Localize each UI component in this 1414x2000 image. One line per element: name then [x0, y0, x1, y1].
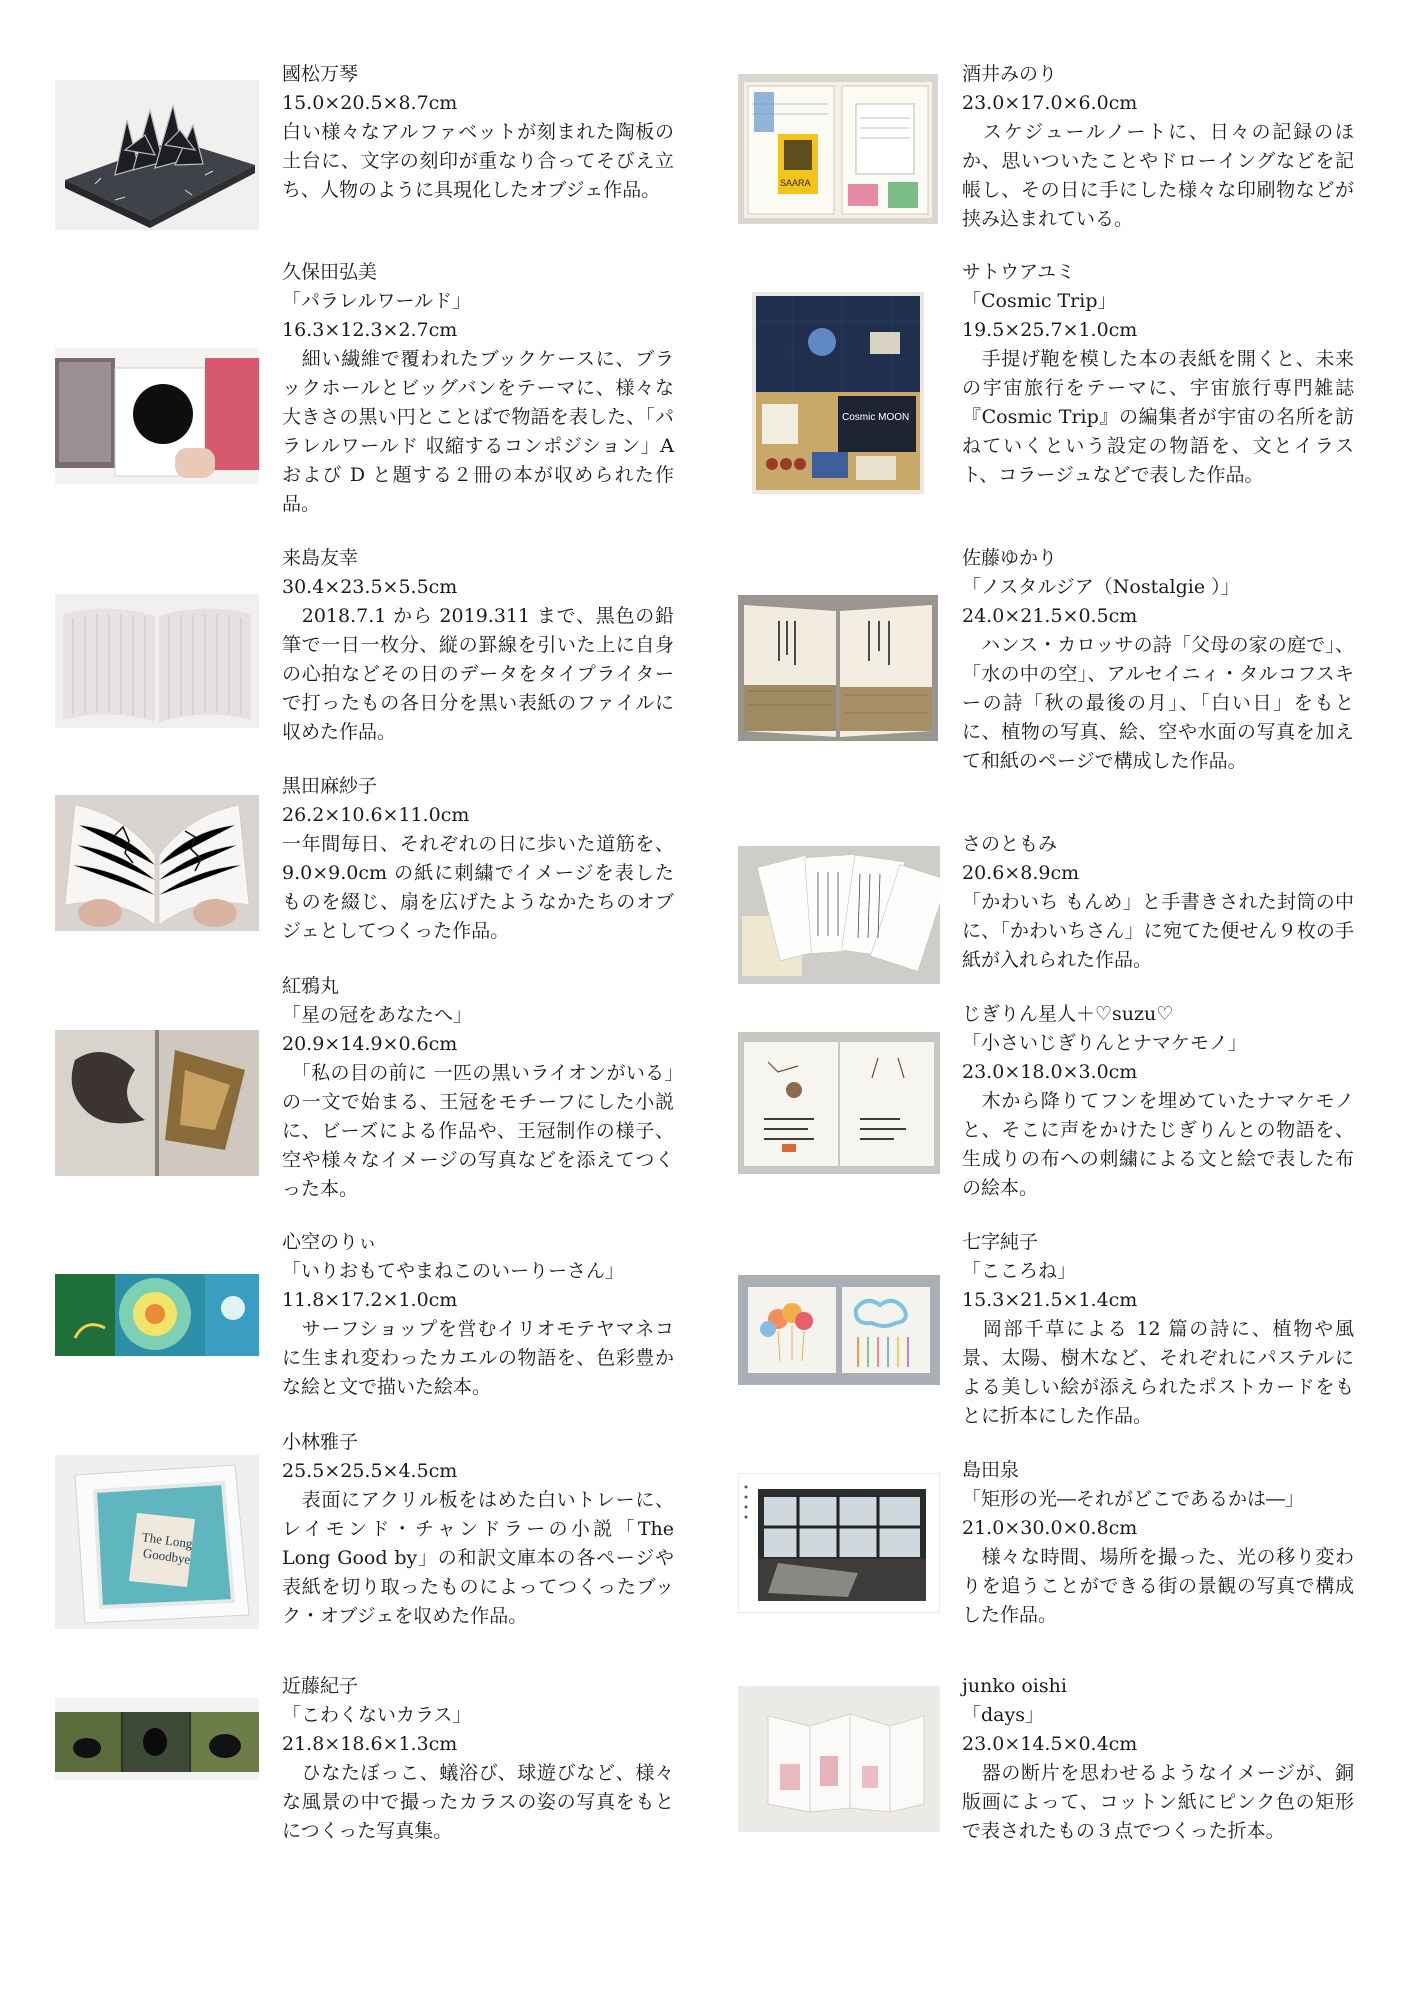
artwork-caption [282, 1228, 674, 1402]
artwork-photo [738, 74, 938, 224]
artwork-dimensions: 25.5×25.5×4.5cm [282, 1460, 458, 1482]
artwork-caption [962, 1456, 1354, 1630]
artwork-caption [962, 830, 1354, 975]
artwork-caption [962, 60, 1354, 234]
artwork-dimensions: 23.0×18.0×3.0cm [962, 1061, 1138, 1083]
artwork-caption [282, 60, 674, 205]
artist-name: サトウアユミ [962, 261, 1076, 283]
svg-text:Goodbye: Goodbye [142, 1545, 192, 1567]
artwork-photo [738, 846, 940, 984]
artwork-caption [282, 972, 674, 1204]
artwork-description: 木から降りてフンを埋めていたナマケモノと、そこに声をかけたじぎりんとの物語を、生成りの布への刺繍による文と絵で表した布の絵本。 [962, 1090, 1354, 1199]
artwork-caption [282, 1672, 674, 1846]
artist-name: 黒田麻紗子 [282, 775, 378, 797]
artwork-dimensions: 11.8×17.2×1.0cm [282, 1289, 458, 1311]
artist-name: 酒井みのり [962, 63, 1058, 85]
artwork-dimensions: 16.3×12.3×2.7cm [282, 319, 458, 341]
artwork-dimensions: 23.0×17.0×6.0cm [962, 92, 1138, 114]
artist-name: 心空のりぃ [282, 1231, 378, 1253]
artwork-dimensions: 26.2×10.6×11.0cm [282, 804, 470, 826]
artwork-dimensions: 15.0×20.5×8.7cm [282, 92, 458, 114]
artwork-title: 「星の冠をあなたへ」 [282, 1004, 473, 1026]
artwork-photo [55, 594, 259, 728]
notebook-label: SAARA [780, 178, 811, 188]
artwork-photo [55, 1455, 259, 1629]
artwork-photo [55, 1698, 259, 1780]
artist-name: 島田泉 [962, 1459, 1020, 1481]
artwork-title: 「矩形の光―それがどこであるかは―」 [962, 1488, 1305, 1510]
artwork-description: 器の断片を思わせるようなイメージが、銅版画によって、コットン紙にピンク色の矩形で表されたもの３点でつくった折本。 [962, 1762, 1354, 1842]
artwork-title: 「Cosmic Trip」 [962, 290, 1117, 312]
artwork-caption [282, 1428, 674, 1631]
artwork-title: 「いりおもてやまねこのいーりーさん」 [282, 1260, 625, 1282]
artist-name: 佐藤ゆかり [962, 547, 1058, 569]
artwork-description: 「かわいち もんめ」と手書きされた封筒の中に、「かわいちさん」に宛てた便せん９枚の手紙が入れられた作品。 [962, 891, 1354, 971]
artwork-description: 様々な時間、場所を撮った、光の移り変わりを追うことができる街の景観の写真で構成した作品。 [962, 1546, 1354, 1626]
artwork-description: 一年間毎日、それぞれの日に歩いた道筋を、9.0×9.0cm の紙に刺繍でイメージを表したものを綴じ、扇を広げたようなかたちのオブジェとしてつくった作品。 [282, 833, 674, 942]
artwork-photo [55, 1030, 259, 1176]
artwork-dimensions: 19.5×25.7×1.0cm [962, 319, 1138, 341]
artist-name: junko oishi [962, 1675, 1067, 1697]
artwork-caption [282, 544, 674, 747]
artwork-photo [738, 1275, 940, 1385]
artwork-description: 「私の目の前に 一匹の黒いライオンがいる」の一文で始まる、王冠をモチーフにした小説に、ビーズによる作品や、王冠制作の様子、空や様々なイメージの写真などを添えてつくった本。 [282, 1062, 674, 1200]
svg-text:The Long: The Long [140, 1529, 194, 1552]
artwork-photo [738, 595, 938, 741]
artwork-description: ひなたぼっこ、蟻浴び、球遊びなど、様々な風景の中で撮ったカラスの姿の写真をもとにつくった写真集。 [282, 1762, 674, 1842]
artwork-caption [962, 258, 1354, 490]
artwork-description: スケジュールノートに、日々の記録のほか、思いついたことやドローイングなどを記帳し、その日に手にした様々な印刷物などが挟み込まれている。 [962, 121, 1354, 230]
artwork-photo [738, 1473, 940, 1613]
cosmic-cover-label: Cosmic MOON [842, 412, 910, 423]
artwork-dimensions: 30.4×23.5×5.5cm [282, 576, 458, 598]
artwork-title: 「こころね」 [962, 1260, 1077, 1282]
artwork-dimensions: 24.0×21.5×0.5cm [962, 605, 1138, 627]
artwork-title: 「こわくないカラス」 [282, 1704, 472, 1726]
artwork-dimensions: 15.3×21.5×1.4cm [962, 1289, 1138, 1311]
artwork-caption [962, 1000, 1354, 1203]
artist-name: じぎりん星人＋♡suzu♡ [962, 1003, 1174, 1025]
artwork-caption [962, 1228, 1354, 1431]
artist-name: 國松万琴 [282, 63, 359, 85]
artwork-caption [282, 258, 674, 519]
artwork-photo [55, 348, 259, 484]
artwork-description: 手提げ鞄を模した本の表紙を開くと、未来の宇宙旅行をテーマに、宇宙旅行専門雑誌『Cosmic Trip』の編集者が宇宙の名所を訪ねていくという設定の物語を、文とイラスト、コラージュなどで表した作品。 [962, 348, 1354, 486]
artwork-dimensions: 21.8×18.6×1.3cm [282, 1733, 458, 1755]
artwork-title: 「ノスタルジア（Nostalgie ）」 [962, 576, 1240, 598]
artwork-photo [738, 1686, 940, 1832]
artwork-photo [55, 80, 259, 230]
artist-name: 紅鴉丸 [282, 975, 340, 997]
artwork-description: 岡部千草による 12 篇の詩に、植物や風景、太陽、樹木など、それぞれにパステルによる美しい絵が添えられたポストカードをもとに折本にした作品。 [962, 1318, 1354, 1427]
artwork-photo [752, 292, 924, 494]
artwork-photo [55, 1268, 259, 1360]
artist-name: 小林雅子 [282, 1431, 359, 1453]
artist-name: 久保田弘美 [282, 261, 378, 283]
artist-name: 近藤紀子 [282, 1675, 359, 1697]
artwork-description: サーフショップを営むイリオモテヤマネコに生まれ変わったカエルの物語を、色彩豊かな絵と文で描いた絵本。 [282, 1318, 674, 1398]
artist-name: 来島友幸 [282, 547, 359, 569]
artwork-dimensions: 20.6×8.9cm [962, 862, 1080, 884]
artwork-dimensions: 20.9×14.9×0.6cm [282, 1033, 458, 1055]
artwork-photo [55, 795, 259, 931]
artist-name: 七字純子 [962, 1231, 1039, 1253]
artwork-description: 白い様々なアルファベットが刻まれた陶板の土台に、文字の刻印が重なり合ってそびえ立ち、人物のように具現化したオブジェ作品。 [282, 121, 674, 201]
artwork-dimensions: 21.0×30.0×0.8cm [962, 1517, 1138, 1539]
artwork-dimensions: 23.0×14.5×0.4cm [962, 1733, 1138, 1755]
artwork-description: 細い繊維で覆われたブックケースに、ブラックホールとビッグバンをテーマに、様々な大きさの黒い円とことばで物語を表した、「パラレルワールド 収縮するコンポジション」A および D と題する２冊の本が収められた作品。 [282, 348, 674, 515]
artist-name: さのともみ [962, 833, 1058, 855]
artwork-description: 表面にアクリル板をはめた白いトレーに、レイモンド・チャンドラーの小説「The Long Good by」の和訳文庫本の各ページや表紙を切り取ったものによってつくったブック・オブジェを収めた作品。 [282, 1489, 674, 1627]
artwork-description: 2018.7.1 から 2019.311 まで、黒色の鉛筆で一日一枚分、縦の罫線を引いた上に自身の心拍などその日のデータをタイプライターで打ったもの各日分を黒い表紙のファイルに収めた作品。 [282, 605, 674, 743]
artwork-caption [962, 544, 1354, 776]
artwork-title: 「days」 [962, 1704, 1044, 1726]
artwork-title: 「パラレルワールド」 [282, 290, 472, 312]
artwork-description: ハンス・カロッサの詩「父母の家の庭で」、「水の中の空」、アルセイニィ・タルコフスキーの詩「秋の最後の月」、「白い日」をもとに、植物の写真、絵、空や水面の写真を加えて和紙のページで構成した作品。 [962, 634, 1354, 772]
artwork-caption [282, 772, 674, 946]
artwork-caption [962, 1672, 1354, 1846]
artwork-photo [738, 1032, 940, 1174]
artwork-title: 「小さいじぎりんとナマケモノ」 [962, 1032, 1247, 1054]
